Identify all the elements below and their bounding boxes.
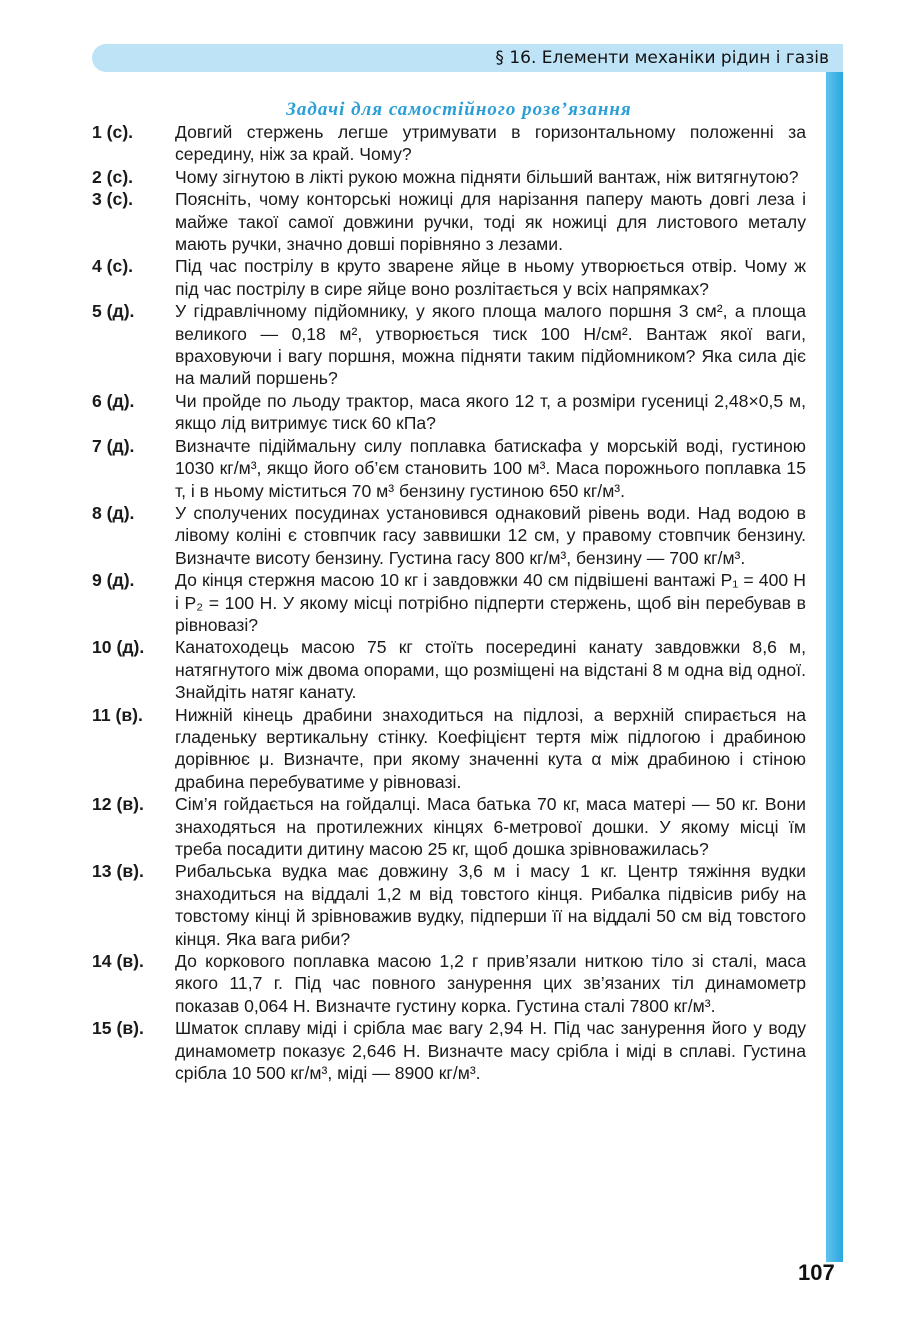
section-title: Задачі для самостійного розв’язання (286, 99, 632, 120)
header-bar (92, 44, 843, 72)
problem-item (92, 793, 806, 860)
problem-number: 12 (в). (92, 794, 144, 815)
problem-number: 9 (д). (92, 570, 135, 591)
problem-item (92, 704, 806, 794)
problem-item (92, 569, 806, 636)
problem-number: 5 (д). (92, 301, 135, 322)
problem-item (92, 300, 806, 390)
problem-item (92, 636, 806, 703)
problem-text: До коркового поплавка масою 1,2 г прив’язали ниткою тіло зі сталі, маса якого 11,7 г. Під час повного занурення цих зв’язаних тіл динамометр показав 0,064 Н. Визначте густину корка. Густина сталі 7800 кг/м³. (175, 951, 806, 1016)
problem-item (92, 121, 806, 166)
problem-text: Чи пройде по льоду трактор, маса якого 12 т, а розміри гусениці 2,48×0,5 м, якщо лід витримує тиск 60 кПа? (175, 390, 806, 434)
problem-number: 8 (д). (92, 502, 135, 523)
problem-text: Визначте підіймальну силу поплавка батискафа у морській воді, густиною 1030 кг/м³, якщо його об’єм становить 100 м³. Маса порожнього поплавка 15 т, і в ньому міститься 70 м³ бензину густиною 650 кг/м³. (175, 435, 806, 501)
problem-number: 6 (д). (92, 390, 135, 411)
problem-text: До кінця стержня масою 10 кг і завдовжки 40 см підвішені вантажі P₁ = 400 Н і P₂ = 100 Н. У якому місці потрібно підперти стержень, щоб він перебував в рівновазі? (175, 570, 806, 635)
problem-text: Чому зігнутою в лікті рукою можна підняти більший вантаж, ніж витягнутою? (175, 166, 799, 187)
problem-number: 3 (с). (92, 189, 134, 210)
problem-number: 13 (в). (92, 861, 144, 882)
problem-text: Під час пострілу в круто зварене яйце в ньому утворюється отвір. Чому ж під час пострілу в сире яйце воно розлітається у всіх напрямках? (175, 256, 806, 299)
problem-item (92, 255, 806, 300)
problem-item (92, 950, 806, 1017)
problem-item (92, 860, 806, 950)
problem-item (92, 435, 806, 502)
problem-item (92, 390, 806, 435)
problem-text: Шматок сплаву міді і срібла має вагу 2,94 Н. Під час занурення його у воду динамометр показує 2,646 Н. Визначте масу срібла і міді в сплаві. Густина срібла 10 500 кг/м³, міді — 8900 кг/м³. (175, 1018, 806, 1084)
problem-item (92, 502, 806, 569)
problem-number: 15 (в). (92, 1018, 144, 1039)
section-header: § 16. Елементи механіки рідин і газів (495, 48, 829, 68)
problem-number: 4 (с). (92, 256, 134, 277)
problem-text: Довгий стержень легше утримувати в горизонтальному положенні за середину, ніж за край. Чому? (175, 122, 806, 165)
page-number: 107 (798, 1260, 835, 1285)
problem-text: У сполучених посудинах установився однаковий рівень води. Над водою в лівому коліні є стовпчик гасу заввишки 12 см, у правому стовпчик бензину. Визначте висоту бензину. Густина гасу 800 кг/м³, бензину — 700 кг/м³. (175, 502, 806, 568)
problem-number: 2 (с). (92, 166, 134, 187)
problem-text: Поясніть, чому конторські ножиці для нарізання паперу мають довгі леза і майже такої самої довжини ручки, тоді як ножиці для листового металу мають ручки, значно довші порівняно з лезами. (175, 189, 806, 255)
problem-text: Рибальська вудка має довжину 3,6 м і масу 1 кг. Центр тяжіння вудки знаходиться на віддалі 1,2 м від товстого кінця. Рибалка підвісив рибу на товстому кінці й зрівноважив вудку, підперши її на віддалі 50 см від товстого кінця. Яка вага риби? (175, 861, 806, 949)
problem-text: Нижній кінець драбини знаходиться на підлозі, а верхній спирається на гладеньку вертикальну стінку. Коефіцієнт тертя між підлогою і драбиною дорівнює μ. Визначте, при якому значенні кута α між драбиною і стіною драбина перебуватиме у рівновазі. (175, 704, 806, 792)
problem-number: 1 (с). (92, 122, 134, 142)
problem-list (92, 121, 806, 1084)
problem-number: 7 (д). (92, 435, 135, 456)
problem-number: 10 (д). (92, 637, 145, 658)
problem-number: 11 (в). (92, 704, 143, 725)
problem-text: Сім’я гойдається на гойдалці. Маса батька 70 кг, маса матері — 50 кг. Вони знаходяться на протилежних кінцях 6-метрової дошки. У якому місці їм треба посадити дитину масою 25 кг, щоб дошка зрівноважилась? (175, 794, 806, 859)
problem-item (92, 188, 806, 255)
problem-text: Канатоходець масою 75 кг стоїть посередині канату завдовжки 8,6 м, натягнутого між двома опорами, що розміщені на відстані 8 м одна від одної. Знайдіть натяг канату. (175, 637, 806, 703)
problem-item (92, 166, 806, 188)
problem-item (92, 1017, 806, 1084)
side-stripe (826, 72, 843, 1262)
problem-text: У гідравлічному підйомнику, у якого площа малого поршня 3 см², а площа великого — 0,18 м², утворюється тиск 100 Н/см². Вантаж якої ваги, враховуючи і вагу поршня, можна підняти таким підйомником? Яка сила діє на малий поршень? (175, 301, 806, 389)
problem-number: 14 (в). (92, 951, 144, 972)
